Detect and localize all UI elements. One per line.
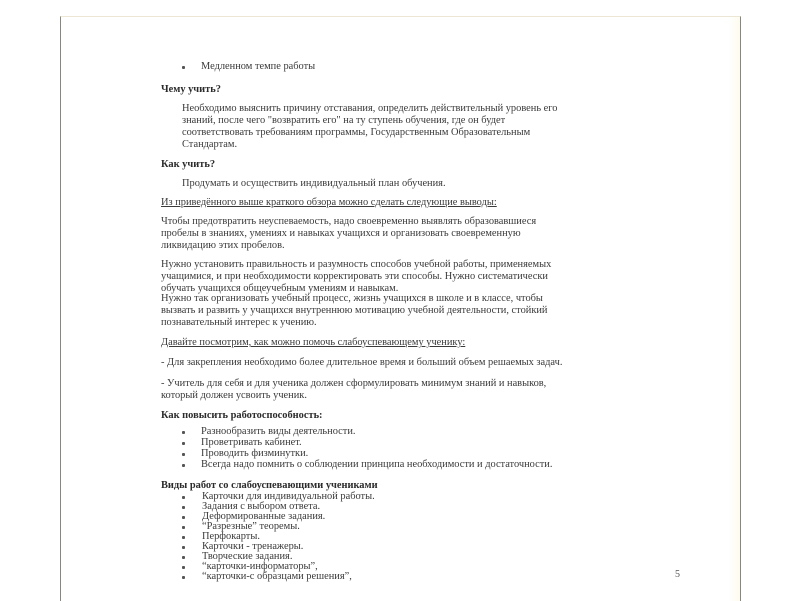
scanned-page: [60, 16, 741, 601]
bullet-icon: [182, 526, 185, 529]
bullet-icon: [182, 516, 185, 519]
heading-performance: Как повысить работоспособность:: [161, 410, 323, 421]
paragraph-line: Нужно установить правильность и разумность способов учебной работы, применяемых: [161, 259, 552, 270]
list-item: Перфокарты.: [202, 531, 260, 542]
paragraph-line: Чтобы предотвратить неуспеваемость, надо своевременно выявлять образовавшиеся: [161, 216, 537, 227]
list-item: Деформированные задания.: [202, 511, 326, 522]
help-item: - Для закрепления необходимо более длительное время и больший объем решаемых задач.: [161, 357, 563, 368]
bullet-icon: [182, 566, 185, 569]
list-item: Творческие задания.: [202, 551, 293, 562]
page-number: 5: [675, 569, 680, 580]
top-bullet-text: Медленном темпе работы: [201, 61, 316, 72]
paragraph-line: вызвать и развить у учащихся внутреннюю мотивацию учебной деятельности, стойкий: [161, 305, 548, 316]
heading-conclusions: Из приведённого выше краткого обзора можно сделать следующие выводы:: [161, 197, 497, 208]
paragraph-line: Стандартам.: [182, 139, 238, 150]
list-item: Задания с выбором ответа.: [202, 501, 321, 512]
bullet-icon: [182, 453, 185, 456]
paragraph-line: знаний, после чего "возвратить его" на ту ступень обучения, где он будет: [182, 115, 506, 126]
list-item: Карточки для индивидуальной работы.: [202, 491, 375, 502]
paragraph-line: познавательный интерес к учению.: [161, 317, 317, 328]
list-item: “карточки-информаторы”,: [202, 561, 318, 572]
paragraph-line: пробелы в знаниях, умениях и навыках учащихся и организовать своевременную: [161, 228, 521, 239]
heading-how-to-teach: Как учить?: [161, 159, 216, 170]
list-item: “карточки-с образцами решения”,: [202, 571, 352, 582]
paragraph-line: Необходимо выяснить причину отставания, определить действительный уровень его: [182, 103, 558, 114]
list-item: Разнообразить виды деятельности.: [201, 426, 356, 437]
paragraph-line: ликвидацию этих пробелов.: [161, 240, 285, 251]
heading-work-types: Виды работ со слабоуспевающими учениками: [161, 480, 378, 491]
bullet-icon: [182, 442, 185, 445]
list-item: Карточки - тренажеры.: [202, 541, 304, 552]
bullet-icon: [182, 576, 185, 579]
list-item: Проветривать кабинет.: [201, 437, 302, 448]
page-edge-tint: [728, 17, 740, 601]
paragraph-line: Нужно так организовать учебный процесс, жизнь учащихся в школе и в классе, чтобы: [161, 293, 543, 304]
paragraph-line: соответствовать требованиям программы, Государственным Образовательным: [182, 127, 531, 138]
bullet-icon: [182, 556, 185, 559]
paragraph-line: учащимися, и при необходимости корректировать эти способы. Нужно систематически: [161, 271, 548, 282]
bullet-icon: [182, 66, 185, 69]
bullet-icon: [182, 546, 185, 549]
help-item: который должен усвоить ученик.: [161, 390, 307, 401]
heading-what-to-teach: Чему учить?: [161, 84, 221, 95]
heading-help: Давайте посмотрим, как можно помочь слабоуспевающему ученику:: [161, 337, 466, 348]
help-item: - Учитель для себя и для ученика должен сформулировать минимум знаний и навыков,: [161, 378, 547, 389]
bullet-icon: [182, 506, 185, 509]
paragraph-line: Продумать и осуществить индивидуальный план обучения.: [182, 178, 446, 189]
list-item: Проводить физминутки.: [201, 448, 309, 459]
list-item: “Разрезные” теоремы.: [202, 521, 300, 532]
bullet-icon: [182, 496, 185, 499]
paragraph-line: обучать учащихся общеучебным умениям и навыкам.: [161, 283, 399, 294]
bullet-icon: [182, 536, 185, 539]
bullet-icon: [182, 464, 185, 467]
list-item: Всегда надо помнить о соблюдении принципа необходимости и достаточности.: [201, 459, 553, 470]
bullet-icon: [182, 431, 185, 434]
